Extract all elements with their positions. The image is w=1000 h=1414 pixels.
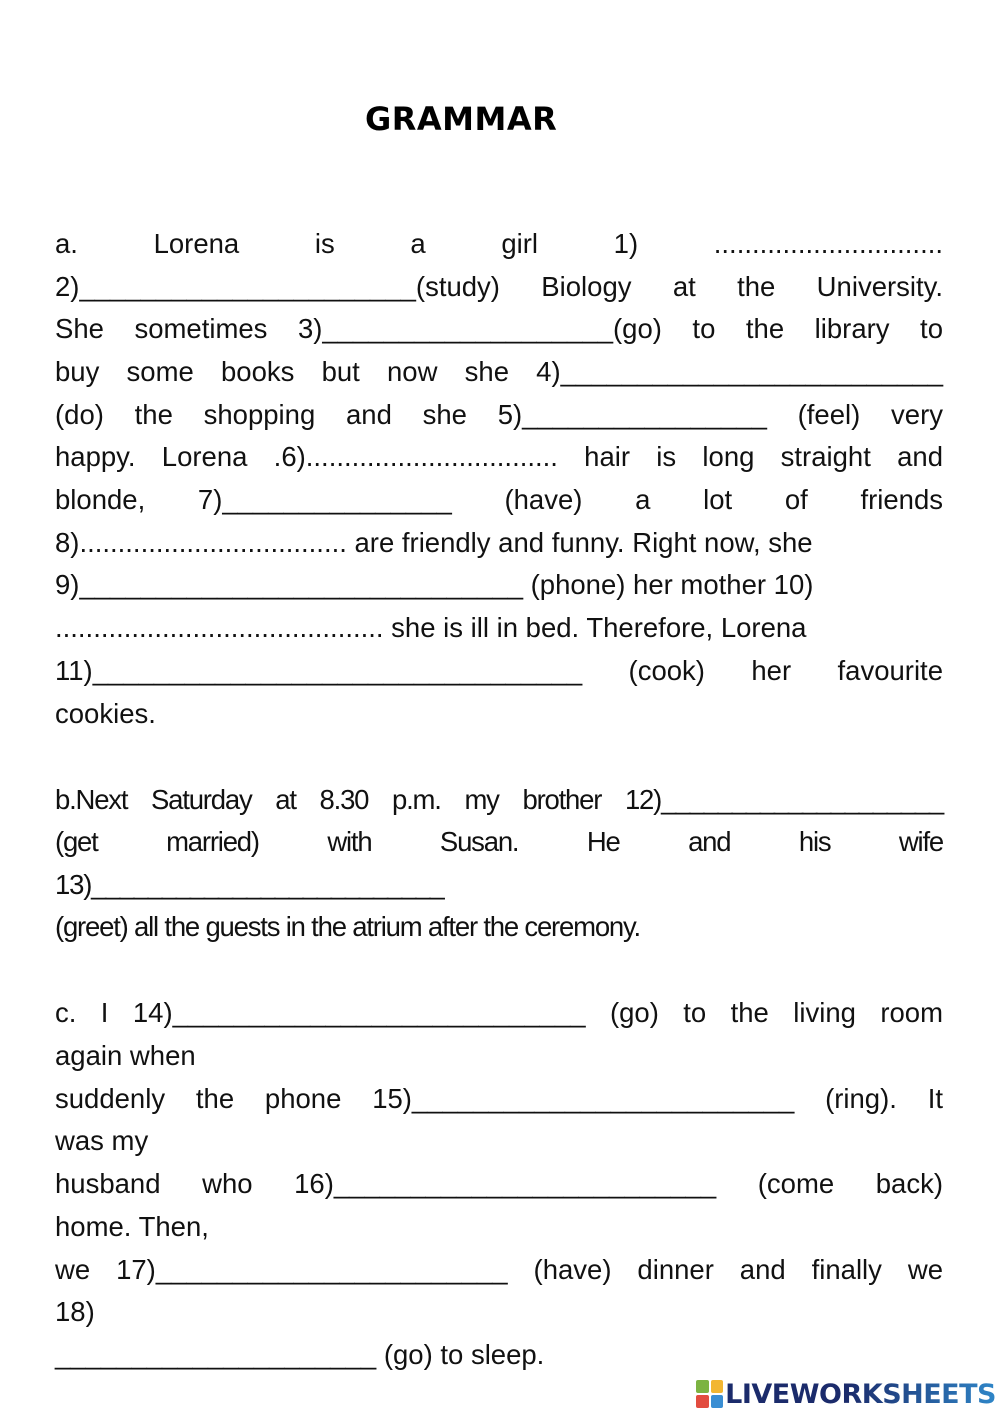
exercise-line: 11)________________________________ (cook) her favourite — [55, 655, 943, 686]
exercise-line: 8)................................... are friendly and funny. Right now, she — [55, 527, 813, 558]
exercise-line: ........................................... she is ill in bed. Therefore, Lorena — [55, 612, 807, 643]
exercise-line: was my — [55, 1125, 149, 1156]
exercise-line: we 17)_______________________ (have) dinner and finally we — [55, 1254, 943, 1285]
exercise-line: 2)______________________(study) Biology at the University. — [55, 271, 943, 302]
exercise-line: 9)_____________________________ (phone) her mother 10) — [55, 569, 814, 600]
liveworksheets-logo[interactable] — [696, 1376, 996, 1412]
brand-name: LIVEWORKSHEETS — [725, 1378, 996, 1410]
exercise-line: c. I 14)___________________________ (go) to the living room — [55, 997, 943, 1028]
exercise-line: (greet) all the guests in the atrium after the ceremony. — [55, 911, 640, 942]
exercise-line: 18) — [55, 1296, 95, 1327]
exercise-line: (do) the shopping and she 5)________________ (feel) very — [55, 399, 943, 430]
exercise-line: b.Next Saturday at 8.30 p.m. my brother 12)____________________ — [55, 784, 943, 815]
exercise-line: _____________________ (go) to sleep. — [55, 1339, 545, 1370]
exercise-line: cookies. — [55, 698, 156, 729]
exercise-line: blonde, 7)_______________ (have) a lot of friends — [55, 484, 943, 515]
exercise-line: a. Lorena is a girl 1) .............................. — [55, 228, 943, 259]
exercise-line: buy some books but now she 4)_________________________ — [55, 356, 943, 387]
exercise-line: home. Then, — [55, 1211, 209, 1242]
liveworksheets-icon — [696, 1380, 723, 1408]
exercise-line: suddenly the phone 15)_________________________ (ring). It — [55, 1083, 943, 1114]
exercise-line: happy. Lorena .6)................................. hair is long straight and — [55, 441, 943, 472]
exercise-line: husband who 16)_________________________ (come back) — [55, 1168, 943, 1199]
exercise-line: 13)_________________________ — [55, 869, 444, 900]
page-title: GRAMMAR — [365, 100, 558, 138]
exercise-line: again when — [55, 1040, 196, 1071]
exercise-line: (get married) with Susan. He and his wife — [55, 826, 943, 857]
exercise-line: She sometimes 3)___________________(go) to the library to — [55, 313, 943, 344]
